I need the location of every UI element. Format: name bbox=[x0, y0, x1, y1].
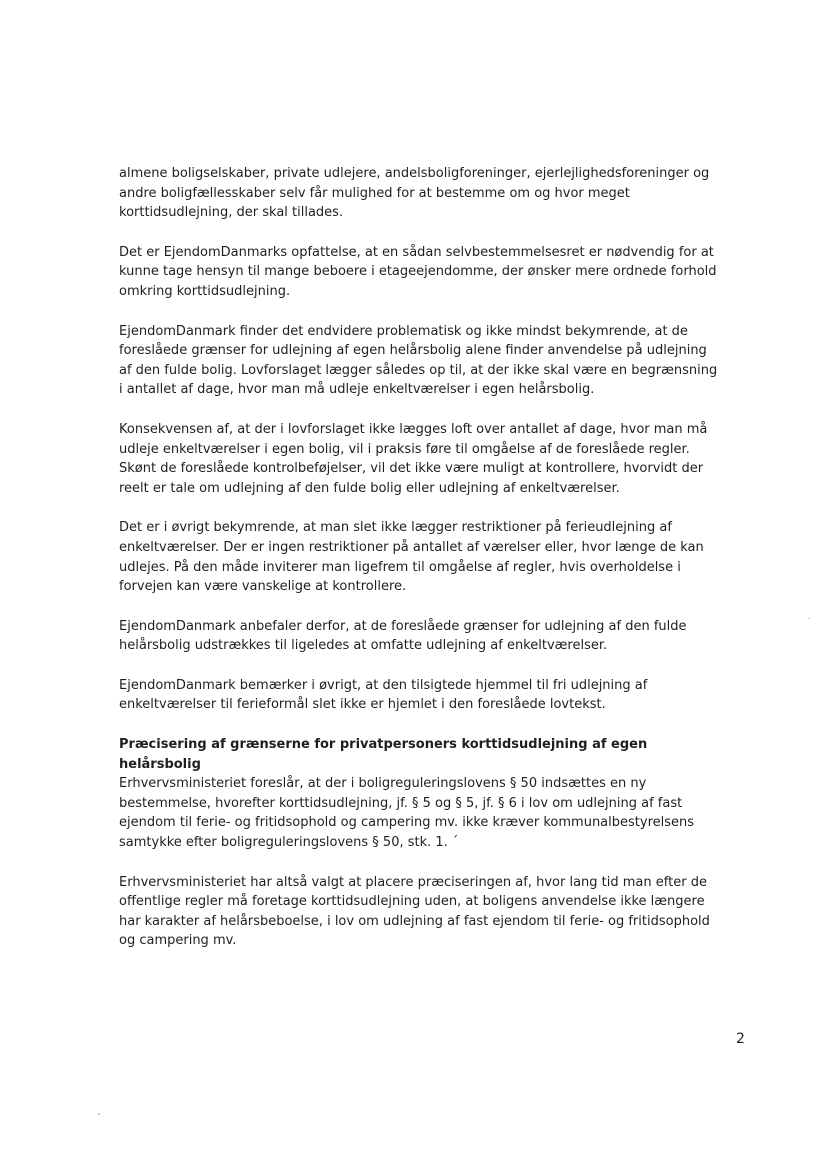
section-heading: Præcisering af grænserne for privatpersoners korttidsudlejning af egen helårsbolig bbox=[119, 737, 648, 772]
paragraph-6: EjendomDanmark anbefaler derfor, at de foreslåede grænser for udlejning af den fulde helårsbolig udstrækkes til ligeledes at omfatte udlejning af enkeltværelser. bbox=[119, 618, 687, 654]
page-number: 2 bbox=[736, 1031, 745, 1047]
document-body bbox=[119, 164, 719, 971]
paragraph-7: EjendomDanmark bemærker i øvrigt, at den tilsigtede hjemmel til fri udlejning af enkeltværelser til ferieformål slet ikke er hjemlet i den foreslåede lovtekst. bbox=[119, 677, 648, 713]
paragraph-5: Det er i øvrigt bekymrende, at man slet ikke lægger restriktioner på ferieudlejning af enkeltværelser. Der er ingen restriktioner på antallet af værelser eller, hvor længe de kan udlejes. På den måde inviterer man ligefrem til omgåelse af regler, hvis overholdelse i forvejen kan være vanskelige at kontrollere. bbox=[119, 520, 704, 595]
section-paragraph-1: Erhvervsministeriet foreslår, at der i boligreguleringslovens § 50 indsættes en ny bestemmelse, hvorefter korttidsudlejning, jf. § 5 og § 5, jf. § 6 i lov om udlejning af fast ejendom til ferie- og fritidsophold og campering mv. ikke kræver kommunalbestyrelsens samtykke efter boligreguleringslovens § 50, stk. 1. ´ bbox=[119, 776, 695, 851]
paragraph-2: Det er EjendomDanmarks opfattelse, at en sådan selvbestemmelsesret er nødvendig for at kunne tage hensyn til mange beboere i etageejendomme, der ønsker mere ordnede forhold omkring korttidsudlejning. bbox=[119, 244, 717, 299]
scan-speck bbox=[98, 1113, 100, 1115]
section-paragraph-2: Erhvervsministeriet har altså valgt at placere præciseringen af, hvor lang tid man efter de offentlige regler må foretage korttidsudlejning uden, at boligens anvendelse ikke længere har karakter af helårsbeboelse, i lov om udlejning af fast ejendom til ferie- og fritidsophold og campering mv. bbox=[119, 874, 710, 949]
paragraph-3: EjendomDanmark finder det endvidere problematisk og ikke mindst bekymrende, at de foreslåede grænser for udlejning af egen helårsbolig alene finder anvendelse på udlejning af den fulde bolig. Lovforslaget lægger således op til, at der ikke skal være en begrænsning i antallet af dage, hvor man må udleje enkeltværelser i egen helårsbolig. bbox=[119, 323, 718, 398]
scan-speck bbox=[808, 618, 810, 619]
paragraph-1: almene boligselskaber, private udlejere, andelsboligforeninger, ejerlejlighedsforeninger og andre boligfællesskaber selv får mulighed for at bestemme om og hvor meget korttidsudlejning, der skal tillades. bbox=[119, 166, 710, 221]
paragraph-4: Konsekvensen af, at der i lovforslaget ikke lægges loft over antallet af dage, hvor man må udleje enkeltværelser i egen bolig, vil i praksis føre til omgåelse af de foreslåede regler. Skønt de foreslåede kontrolbeføjelser, vil det ikke være muligt at kontrollere, hvorvidt der reelt er tale om udlejning af den fulde bolig eller udlejning af enkeltværelser. bbox=[119, 421, 708, 496]
section-block bbox=[119, 735, 719, 853]
